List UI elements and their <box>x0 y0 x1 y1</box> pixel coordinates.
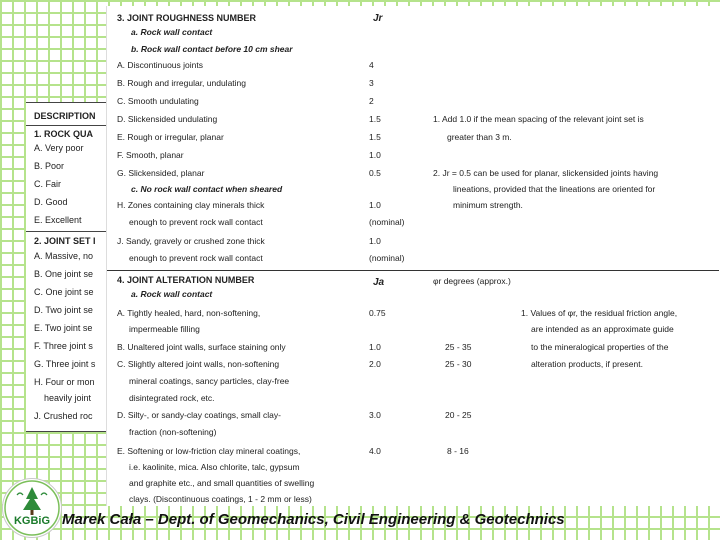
ja-row-label: C. Slightly altered joint walls, non-softening <box>117 359 280 369</box>
jr-note: greater than 3 m. <box>447 132 512 142</box>
jr-row-value: (nominal) <box>369 253 405 263</box>
jr-row-value: 0.5 <box>369 168 381 178</box>
jr-row-label: C. Smooth undulating <box>117 96 199 106</box>
logo-text: KGBiG <box>13 515 51 527</box>
section-title: 2. JOINT SET I <box>34 236 96 246</box>
jr-subheading-b: b. Rock wall contact before 10 cm shear <box>131 44 293 54</box>
ja-row-value: 4.0 <box>369 446 381 456</box>
list-item: B. One joint se <box>34 269 94 279</box>
ja-note: 1. Values of φr, the residual friction angle, <box>521 308 678 318</box>
joint-parameters-table <box>106 6 720 506</box>
ja-row-value: 2.0 <box>369 359 381 369</box>
ja-row-phi: 25 - 30 <box>445 359 472 369</box>
jr-row-value: 3 <box>369 78 374 88</box>
ja-row-label: fraction (non-softening) <box>129 427 217 437</box>
ja-row-label: E. Softening or low-friction clay mineral coatings, <box>117 446 301 456</box>
ja-symbol: Ja <box>373 277 385 288</box>
list-item: D. Two joint se <box>34 305 93 315</box>
divider <box>26 231 116 232</box>
list-item: A. Very poor <box>34 143 84 153</box>
list-item: heavily joint <box>44 393 92 403</box>
jr-row-value: 1.0 <box>369 236 381 246</box>
ja-row-value: 1.0 <box>369 342 381 352</box>
jr-row-value: 2 <box>369 96 374 106</box>
kgbig-logo <box>2 478 62 538</box>
jr-row-value: 1.0 <box>369 150 381 160</box>
section-title: 1. ROCK QUA <box>34 129 94 139</box>
jr-row-value: 1.5 <box>369 132 381 142</box>
ja-row-value: 0.75 <box>369 308 386 318</box>
jr-row-label: enough to prevent rock wall contact <box>129 217 263 227</box>
jr-row-value: (nominal) <box>369 217 405 227</box>
list-item: E. Two joint se <box>34 323 93 333</box>
list-item: D. Good <box>34 197 68 207</box>
ja-row-value: 3.0 <box>369 410 381 420</box>
list-item: F. Three joint s <box>34 341 93 351</box>
jr-row-label: F. Smooth, planar <box>117 150 184 160</box>
jr-row-value: 4 <box>369 60 374 70</box>
jr-note: minimum strength. <box>453 200 523 210</box>
list-item: C. Fair <box>34 179 61 189</box>
list-item: G. Three joint s <box>34 359 96 369</box>
ja-subheading-a: a. Rock wall contact <box>131 289 213 299</box>
list-item: E. Excellent <box>34 215 82 225</box>
ja-row-label: disintegrated rock, etc. <box>129 393 215 403</box>
list-item: A. Massive, no <box>34 251 94 261</box>
background-table <box>26 102 116 432</box>
jr-note: 2. Jr = 0.5 can be used for planar, slickensided joints having <box>433 168 659 178</box>
background-table-title: DESCRIPTION <box>34 111 96 121</box>
ja-note: to the mineralogical properties of the <box>531 342 669 352</box>
ja-row-label: B. Unaltered joint walls, surface staining only <box>117 342 286 352</box>
ja-row-label: i.e. kaolinite, mica. Also chlorite, talc, gypsum <box>129 462 300 472</box>
ja-note: alteration products, if present. <box>531 359 643 369</box>
ja-row-phi: 20 - 25 <box>445 410 472 420</box>
jr-row-label: B. Rough and irregular, undulating <box>117 78 247 88</box>
jr-subheading-c: c. No rock wall contact when sheared <box>131 184 283 194</box>
jr-subheading-a: a. Rock wall contact <box>131 27 213 37</box>
ja-row-label: clays. (Discontinuous coatings, 1 - 2 mm or less) <box>129 494 312 504</box>
ja-row-label: mineral coatings, sancy particles, clay-free <box>129 376 290 386</box>
footer-caption: Marek Cała – Dept. of Geomechanics, Civil Engineering & Geotechnics <box>62 511 565 528</box>
jr-row-label: H. Zones containing clay minerals thick <box>117 200 265 210</box>
section-divider <box>107 270 719 271</box>
list-item: C. One joint se <box>34 287 94 297</box>
tree-icon <box>3 479 61 537</box>
jr-symbol: Jr <box>373 13 383 24</box>
ja-row-phi: 8 - 16 <box>447 446 469 456</box>
jr-row-label: E. Rough or irregular, planar <box>117 132 224 142</box>
phi-header: φr degrees (approx.) <box>433 276 511 286</box>
ja-row-label: and graphite etc., and small quantities of swelling <box>129 478 315 488</box>
ja-row-label: A. Tightly healed, hard, non-softening, <box>117 308 261 318</box>
ja-row-label: impermeable filling <box>129 324 200 334</box>
jr-row-value: 1.0 <box>369 200 381 210</box>
list-item: B. Poor <box>34 161 65 171</box>
divider <box>26 125 116 126</box>
jr-row-label: A. Discontinuous joints <box>117 60 203 70</box>
jr-row-label: J. Sandy, gravely or crushed zone thick <box>117 236 265 246</box>
list-item: H. Four or mon <box>34 377 95 387</box>
ja-row-phi: 25 - 35 <box>445 342 472 352</box>
jr-row-value: 1.5 <box>369 114 381 124</box>
list-item: J. Crushed roc <box>34 411 93 421</box>
ja-note: are intended as an approximate guide <box>531 324 674 334</box>
jr-note: lineations, provided that the lineations are oriented for <box>453 184 656 194</box>
jr-row-label: enough to prevent rock wall contact <box>129 253 263 263</box>
jr-section-title: 3. JOINT ROUGHNESS NUMBER <box>117 13 257 23</box>
ja-row-label: D. Silty-, or sandy-clay coatings, small clay- <box>117 410 281 420</box>
ja-section-title: 4. JOINT ALTERATION NUMBER <box>117 275 255 285</box>
jr-row-label: D. Slickensided undulating <box>117 114 218 124</box>
jr-row-label: G. Slickensided, planar <box>117 168 205 178</box>
jr-note: 1. Add 1.0 if the mean spacing of the relevant joint set is <box>433 114 644 124</box>
